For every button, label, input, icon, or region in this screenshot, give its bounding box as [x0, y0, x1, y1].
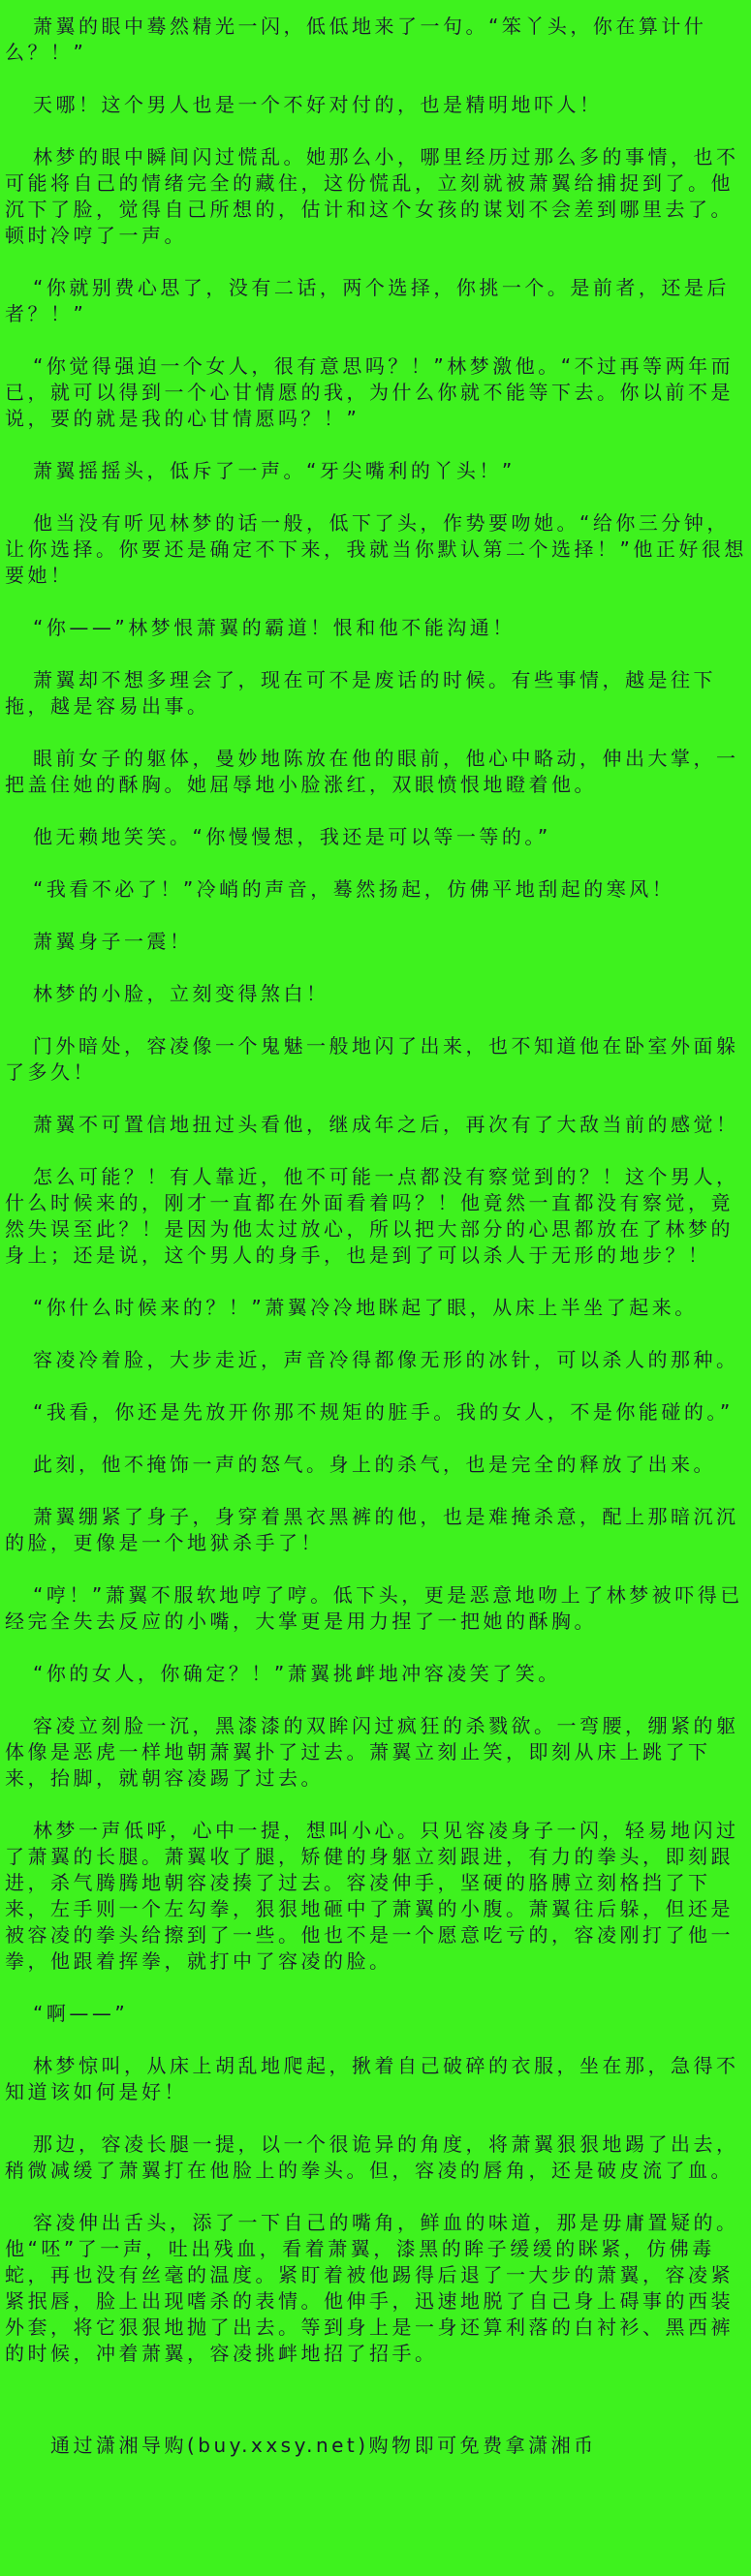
paragraph: “你就别费心思了，没有二话，两个选择，你挑一个。是前者，还是后者？！”	[5, 276, 730, 325]
paragraph: 林梦的小脸，立刻变得煞白！	[33, 982, 329, 1005]
paragraph: 眼前女子的躯体，曼妙地陈放在他的眼前，他心中略动，伸出大掌，一把盖住她的酥胸。她屈辱地小脸涨红，双眼愤恨地瞪着他。	[5, 747, 739, 796]
paragraph: 萧翼却不想多理会了，现在可不是废话的时候。有些事情，越是往下拖，越是容易出事。	[5, 668, 716, 718]
paragraph: 此刻，他不掩饰一声的怒气。身上的杀气，也是完全的释放了出来。	[33, 1453, 716, 1476]
paragraph: 天哪！这个男人也是一个不好对付的，也是精明地吓人！	[33, 93, 603, 116]
paragraph: “你——”林梦恨萧翼的霸道！恨和他不能沟通！	[33, 616, 516, 639]
paragraph: 林梦一声低呼，心中一提，想叫小心。只见容凌身子一闪，轻易地闪过了萧翼的长腿。萧翼收了腿，矫健的身躯立刻跟进，有力的拳头，即刻跟进，杀气腾腾地朝容凌揍了过去。容凌伸手，坚硬的胳膊立刻格挡了下来，左手则一个左勾拳，狠狠地砸中了萧翼的小腹。萧翼往后躲，但还是被容凌的拳头给擦到了一些。他也不是一个愿意吃亏的，容凌刚打了他一拳，他跟着挥拳，就打中了容凌的脸。	[5, 1819, 739, 1973]
paragraph: 容凌立刻脸一沉，黑漆漆的双眸闪过疯狂的杀戮欲。一弯腰，绷紧的躯体像是恶虎一样地朝萧翼扑了过去。萧翼立刻止笑，即刻从床上跳了下来，抬脚，就朝容凌踢了过去。	[5, 1714, 739, 1790]
paragraph: 他当没有听见林梦的话一般，低下了头，作势要吻她。“给你三分钟，让你选择。你要还是确定不下来，我就当你默认第二个选择！”他正好很想要她！	[5, 511, 747, 587]
paragraph: “哼！”萧翼不服软地哼了哼。低下头，更是恶意地吻上了林梦被吓得已经完全失去反应的小嘴，大掌更是用力捏了一把她的酥胸。	[5, 1583, 743, 1633]
promo-footer: 通过潇湘导购(buy.xxsy.net)购物即可免费拿潇湘币	[50, 2434, 597, 2457]
paragraph: 萧翼摇摇头，低斥了一声。“牙尖嘴利的丫头！”	[33, 459, 516, 482]
paragraph: “你觉得强迫一个女人，很有意思吗？！”林梦激他。“不过再等两年而已，就可以得到一个心甘情愿的我，为什么你就不能等下去。你以前不是说，要的就是我的心甘情愿吗？！”	[5, 354, 735, 430]
paragraph: 怎么可能？！有人靠近，他不可能一点都没有察觉到的？！这个男人，什么时候来的，刚才一直都在外面看着吗？！他竟然一直都没有察觉，竟然失误至此？！是因为他太过放心，所以把大部分的心思都放在了林梦的身上；还是说，这个男人的身手，也是到了可以杀人于无形的地步？！	[5, 1165, 739, 1267]
paragraph: 林梦惊叫，从床上胡乱地爬起，揪着自己破碎的衣服，坐在那，急得不知道该如何是好！	[5, 2054, 739, 2103]
paragraph: “啊——”	[33, 2002, 129, 2025]
paragraph: 他无赖地笑笑。“你慢慢想，我还是可以等一等的。”	[33, 825, 551, 848]
paragraph: “我看，你还是先放开你那不规矩的脏手。我的女人，不是你能碰的。”	[33, 1400, 734, 1424]
paragraph: 萧翼不可置信地扭过头看他，继成年之后，再次有了大敌当前的感觉！	[33, 1113, 739, 1136]
paragraph: 容凌冷着脸，大步走近，声音冷得都像无形的冰针，可以杀人的那种。	[33, 1348, 739, 1371]
paragraph: 那边，容凌长腿一提，以一个很诡异的角度，将萧翼狠狠地踢了出去，稍微减缓了萧翼打在他脸上的拳头。但，容凌的唇角，还是破皮流了血。	[5, 2132, 739, 2182]
paragraph: “你的女人，你确定？！”萧翼挑衅地冲容凌笑了笑。	[33, 1662, 561, 1685]
paragraph: 萧翼的眼中蓦然精光一闪，低低地来了一句。“笨丫头，你在算计什么？！”	[5, 15, 707, 64]
paragraph: “你什么时候来的？！”萧翼冷冷地眯起了眼，从床上半坐了起来。	[33, 1296, 698, 1319]
paragraph: 萧翼绷紧了身子，身穿着黑衣黑裤的他，也是难掩杀意，配上那暗沉沉的脸，更像是一个地狱杀手了！	[5, 1505, 739, 1554]
paragraph: “我看不必了！”冷峭的声音，蓦然扬起，仿佛平地刮起的寒风！	[33, 877, 675, 901]
paragraph: 门外暗处，容凌像一个鬼魅一般地闪了出来，也不知道他在卧室外面躲了多久！	[5, 1034, 739, 1084]
paragraph: 林梦的眼中瞬间闪过慌乱。她那么小，哪里经历过那么多的事情，也不可能将自己的情绪完全的藏住，这份慌乱，立刻就被萧翼给捕捉到了。他沉下了脸，觉得自己所想的，估计和这个女孩的谋划不会差到哪里去了。顿时冷哼了一声。	[5, 145, 739, 247]
paragraph: 容凌伸出舌头，添了一下自己的嘴角，鲜血的味道，那是毋庸置疑的。他“呸”了一声，吐出残血，看着萧翼，漆黑的眸子缓缓的眯紧，仿佛毒蛇，再也没有丝毫的温度。紧盯着被他踢得后退了一大步的萧翼，容凌紧紧抿唇，脸上出现嗜杀的表情。他伸手，迅速地脱了自己身上碍事的西装外套，将它狠狠地抛了出去。等到身上是一身还算利落的白衬衫、黑西裤的时候，冲着萧翼，容凌挑衅地招了招手。	[5, 2211, 739, 2365]
paragraph: 萧翼身子一震！	[33, 930, 193, 953]
